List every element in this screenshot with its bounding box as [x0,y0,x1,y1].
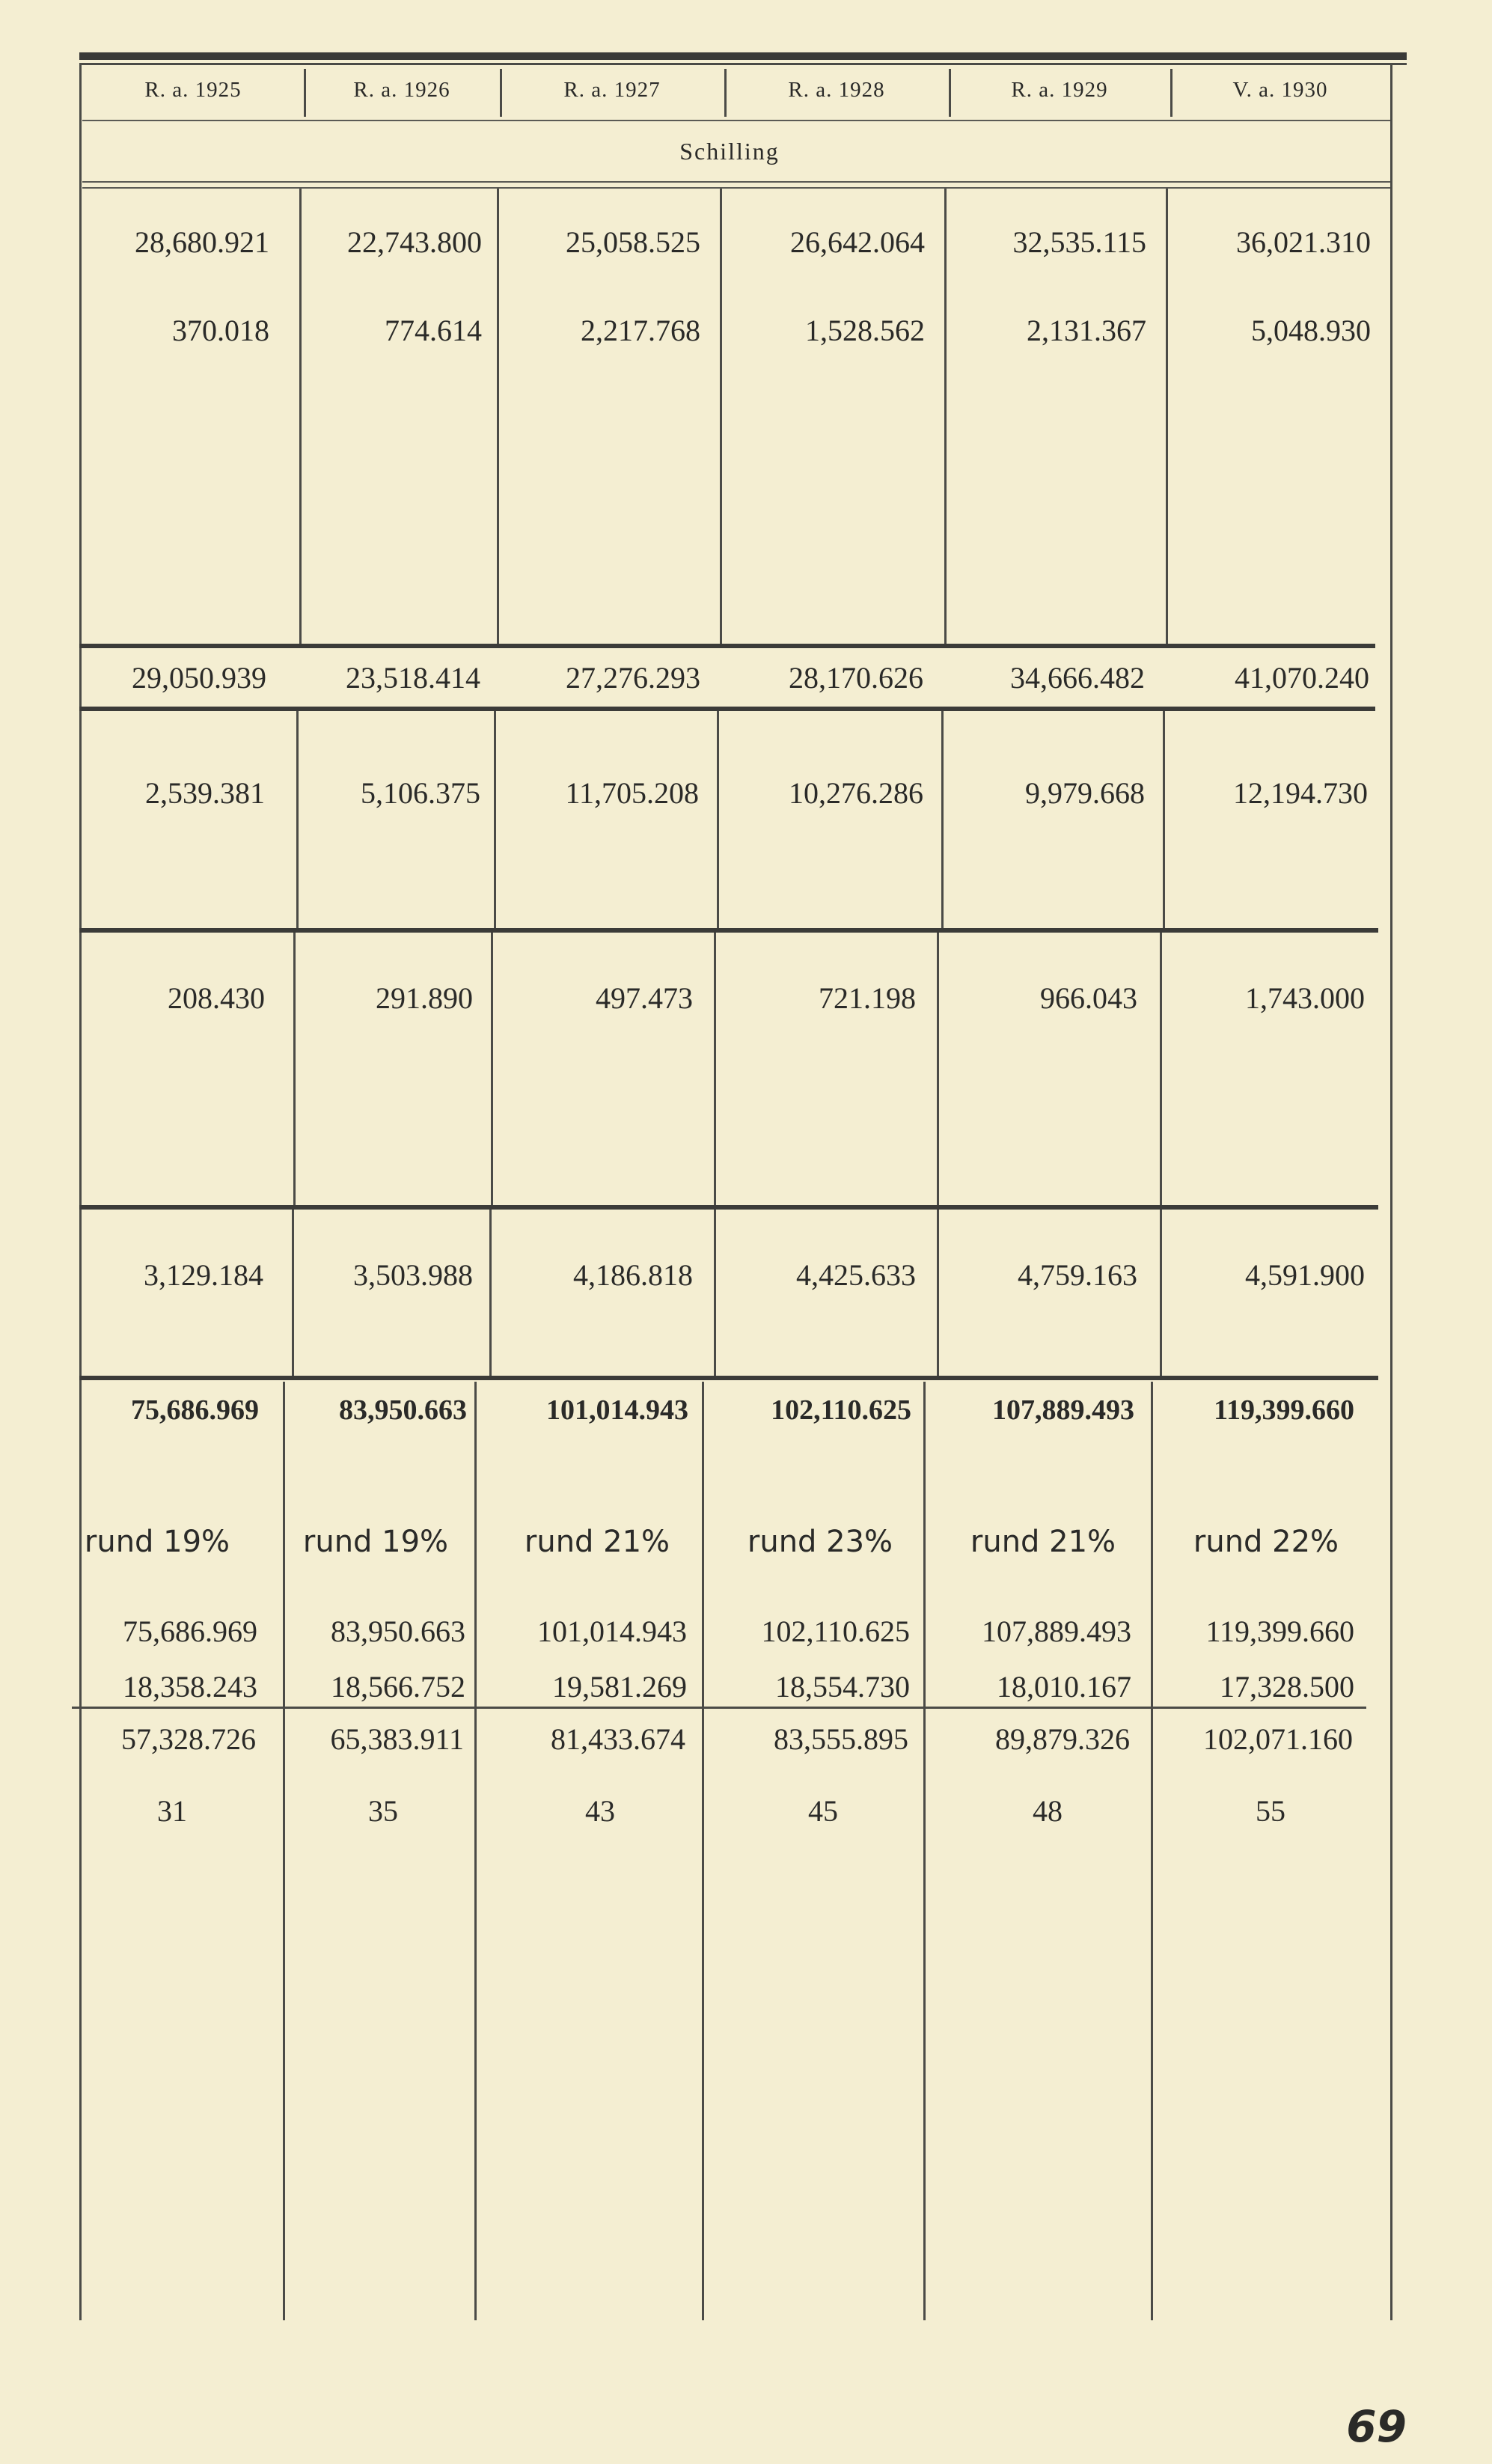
cell-value: 208.430 [168,981,265,1015]
cell-value: 370.018 [172,314,269,347]
header-rule [82,120,1390,121]
cell-value: 2,539.381 [145,776,265,810]
column-separator [937,1210,939,1377]
column-separator [937,933,939,1205]
total-rule [79,1376,1378,1380]
cell-value: 4,425.633 [796,1258,916,1292]
top-rule [79,52,1407,60]
subtotal-value: 29,050.939 [132,661,266,695]
column-separator [714,1210,716,1377]
cell-value: 36,021.310 [1236,225,1371,259]
difference-value: 83,555.895 [774,1722,908,1756]
column-header: R. a. 1929 [1011,78,1108,102]
calc-value: 83,950.663 [331,1614,465,1648]
cell-value: 25,058.525 [566,225,700,259]
total-value: 119,399.660 [1214,1394,1354,1426]
column-separator [1160,1210,1162,1377]
difference-value: 65,383.911 [330,1722,464,1756]
cell-value: 5,048.930 [1251,314,1371,347]
calc-value: 18,554.730 [775,1670,910,1704]
total-value: 83,950.663 [339,1394,467,1426]
calc-value: 101,014.943 [537,1614,687,1648]
column-header: R. a. 1928 [788,78,885,102]
cell-value: 1,528.562 [805,314,925,347]
column-separator [1160,933,1162,1205]
cell-value: 9,979.668 [1025,776,1145,810]
column-separator [717,711,719,928]
cell-value: 3,129.184 [144,1258,263,1292]
cell-value: 32,535.115 [1012,225,1146,259]
cell-value: 10,276.286 [789,776,923,810]
column-separator [296,711,299,928]
section-rule [79,928,1378,933]
calc-value: 19,581.269 [552,1670,687,1704]
cell-value: 11,705.208 [565,776,699,810]
difference-value: 89,879.326 [995,1722,1130,1756]
calc-value: 18,010.167 [997,1670,1131,1704]
calc-value: 119,399.660 [1205,1614,1354,1648]
calc-value: 18,358.243 [123,1670,257,1704]
cell-value: 4,759.163 [1018,1258,1137,1292]
percent-value: rund 21% [524,1525,670,1559]
column-separator [702,1382,704,2320]
page-number: 69 [1346,2401,1407,2452]
column-separator [941,711,944,928]
unit-rule [82,181,1390,183]
cell-value: 4,186.818 [573,1258,693,1292]
column-separator [283,1382,285,2320]
calc-value: 18,566.752 [331,1670,465,1704]
count-value: 43 [585,1794,615,1828]
total-value: 75,686.969 [131,1394,259,1426]
total-value: 101,014.943 [546,1394,688,1426]
column-separator [494,711,496,928]
total-value: 107,889.493 [992,1394,1134,1426]
cell-value: 2,131.367 [1027,314,1146,347]
count-value: 31 [157,1794,187,1828]
subtotal-value: 28,170.626 [789,661,923,695]
count-value: 55 [1256,1794,1285,1828]
top-rule-thin [79,63,1407,65]
cell-value: 1,743.000 [1245,981,1365,1015]
cell-value: 4,591.900 [1245,1258,1365,1292]
subtotal-value: 41,070.240 [1235,661,1369,695]
column-header: R. a. 1925 [144,78,242,102]
column-header: R. a. 1927 [563,78,661,102]
column-header: R. a. 1926 [353,78,450,102]
percent-value: rund 19% [84,1525,230,1559]
subtotal-value: 34,666.482 [1010,661,1145,695]
difference-value: 57,328.726 [121,1722,256,1756]
cell-value: 28,680.921 [135,225,269,259]
subtotal-rule-top [79,644,1375,648]
cell-value: 3,503.988 [353,1258,473,1292]
calc-value: 102,110.625 [761,1614,910,1648]
left-border [79,63,82,2320]
unit-rule-double [82,187,1390,189]
cell-value: 291.890 [376,981,473,1015]
count-value: 45 [808,1794,838,1828]
column-header: V. a. 1930 [1232,78,1328,102]
count-value: 48 [1033,1794,1063,1828]
column-separator [489,1210,492,1377]
column-separator [1151,1382,1153,2320]
difference-value: 102,071.160 [1203,1722,1353,1756]
unit-label: Schilling [679,138,780,165]
cell-value: 26,642.064 [790,225,925,259]
percent-value: rund 23% [747,1525,893,1559]
percent-value: rund 19% [302,1525,449,1559]
cell-value: 721.198 [819,981,916,1015]
section-rule [79,1205,1378,1210]
calc-value: 107,889.493 [982,1614,1131,1648]
cell-value: 497.473 [596,981,693,1015]
percent-value: rund 22% [1193,1525,1339,1559]
difference-value: 81,433.674 [551,1722,685,1756]
subtotal-value: 27,276.293 [566,661,700,695]
column-separator [923,1382,926,2320]
column-separator [293,933,296,1205]
percent-value: rund 21% [970,1525,1116,1559]
column-separator [714,933,716,1205]
calc-value: 75,686.969 [123,1614,257,1648]
right-border [1390,63,1392,2320]
calc-value: 17,328.500 [1220,1670,1354,1704]
column-separator [474,1382,477,2320]
cell-value: 2,217.768 [581,314,700,347]
total-value: 102,110.625 [771,1394,911,1426]
column-separator [1163,711,1165,928]
column-separator [491,933,493,1205]
subtotal-value: 23,518.414 [346,661,480,695]
count-value: 35 [368,1794,398,1828]
cell-value: 774.614 [385,314,482,347]
difference-rule [72,1707,1366,1709]
cell-value: 22,743.800 [347,225,482,259]
column-separator [292,1210,294,1377]
subtotal-rule-bottom [79,707,1375,711]
cell-value: 966.043 [1040,981,1137,1015]
cell-value: 12,194.730 [1233,776,1368,810]
cell-value: 5,106.375 [361,776,480,810]
